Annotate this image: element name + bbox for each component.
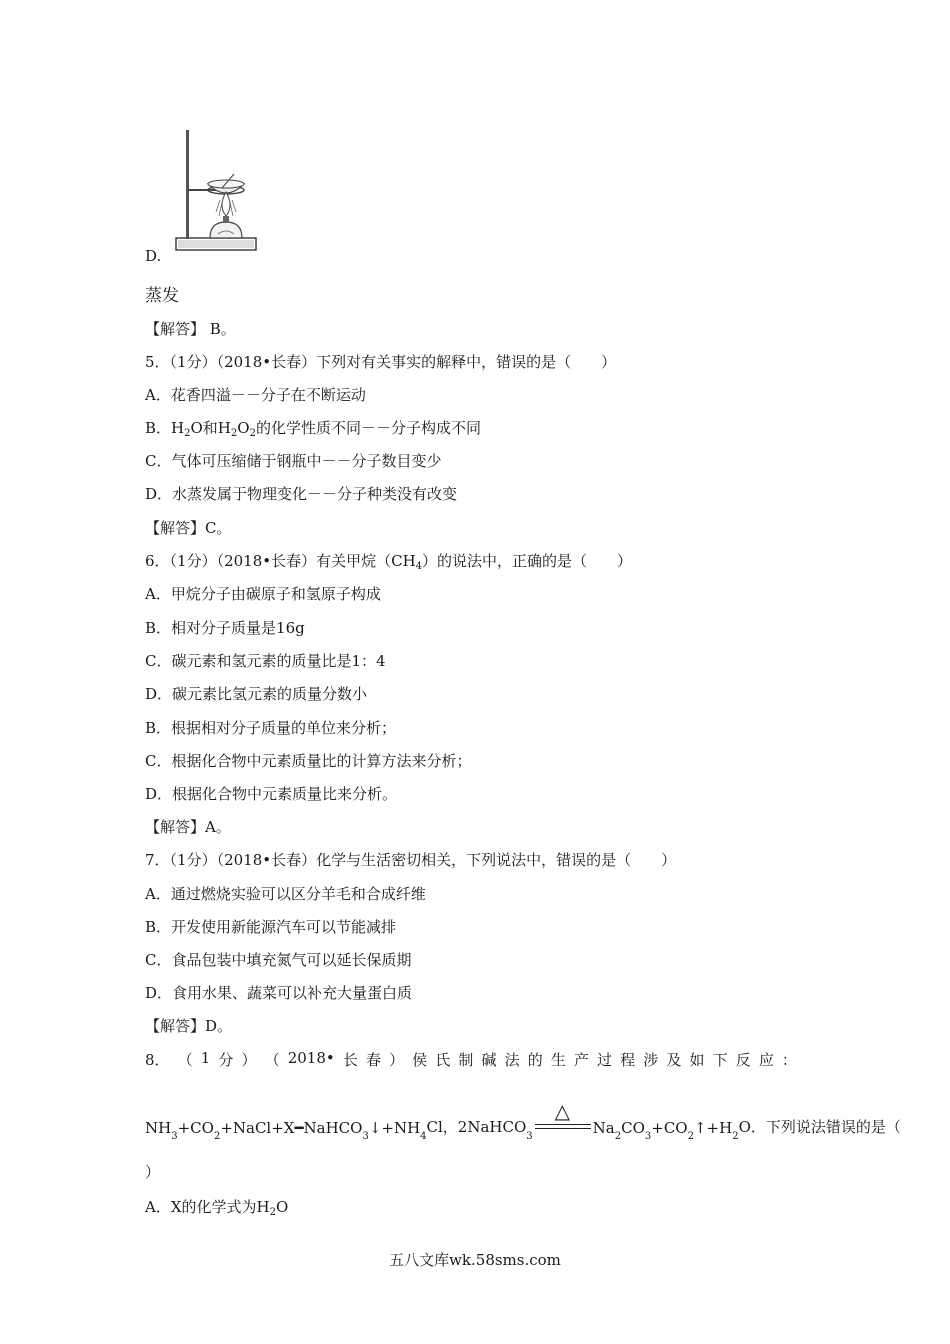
q8-equation-line: NH 3 +CO 2 +NaCl+X━NaHCO 3 ↓+NH 4 Cl，2NaHCO 3 △ Na 2 CO 3 +CO 2 ↑+H 2 O．下列说法错误的是（ xyxy=(145,1099,901,1142)
q5-b-text-2: O和H xyxy=(190,419,231,437)
eq-text: ↓+NH xyxy=(368,1119,421,1137)
q5-b-sub-2: 2 xyxy=(230,428,238,439)
q5-b-sub-3: 2 xyxy=(249,428,256,439)
eq-text: ↑+H xyxy=(693,1119,733,1137)
q8-stem-token: 氏 xyxy=(435,1051,451,1069)
q6-analysis-d: D．根据化合物中元素质量比来分析。 xyxy=(145,785,398,803)
q8-a-sub: 2 xyxy=(269,1207,276,1218)
evaporation-apparatus-illustration xyxy=(174,126,264,254)
q5-option-c: C．气体可压缩储于钢瓶中－－分子数目变少 xyxy=(145,452,442,470)
eq-text: +CO xyxy=(651,1119,688,1137)
equals-bar-top xyxy=(535,1124,591,1125)
eq-text: O．下列说法错误的是（ xyxy=(738,1118,901,1136)
q8-stem-token: 碱 xyxy=(481,1051,497,1069)
q8-stem xyxy=(145,1049,797,1070)
equals-bar-bottom xyxy=(535,1128,591,1129)
q6-stem xyxy=(145,551,632,571)
q4-answer: 【解答】 B。 xyxy=(145,320,236,338)
q5-option-a: A．花香四溢－－分子在不断运动 xyxy=(145,386,366,404)
q6-option-c: C．碳元素和氢元素的质量比是1：4 xyxy=(145,652,386,670)
q8-stem-token: 2018• xyxy=(287,1049,335,1067)
eq-text: +CO xyxy=(177,1119,214,1137)
q8-a-text-1: A．X的化学式为H xyxy=(145,1198,270,1216)
q4-option-d-label: 蒸发 xyxy=(145,286,179,306)
q7-answer: 【解答】D。 xyxy=(145,1017,233,1035)
q6-option-d: D．碳元素比氢元素的质量分数小 xyxy=(145,685,368,703)
q7-option-c: C．食品包装中填充氮气可以延长保质期 xyxy=(145,951,412,969)
heating-condition-sign xyxy=(535,1099,591,1137)
q5-option-b xyxy=(145,418,481,438)
q6-stem-text-1: 6．（1分）（2018•长春）有关甲烷（CH xyxy=(145,552,416,570)
q8-stem-token: ） xyxy=(389,1051,405,1069)
q5-stem: 5．（1分）（2018•长春）下列对有关事实的解释中，错误的是（ ） xyxy=(145,353,617,371)
q8-stem-token: 生 xyxy=(550,1051,566,1069)
eq-text: NH xyxy=(145,1119,172,1137)
q6-option-a: A．甲烷分子由碳原子和氢原子构成 xyxy=(145,585,381,603)
q8-stem-token: 法 xyxy=(504,1051,520,1069)
q8-stem-token: 的 xyxy=(527,1051,543,1069)
q8-stem-token: 下 xyxy=(712,1051,728,1069)
q7-option-b: B．开发使用新能源汽车可以节能减排 xyxy=(145,918,397,936)
q8-stem-token: 及 xyxy=(666,1051,682,1069)
q5-b-text-1: B．H xyxy=(145,419,185,437)
q8-stem-token: 8． xyxy=(145,1051,170,1069)
q8-stem-token: 春 xyxy=(365,1051,381,1069)
q6-stem-text-2: ）的说法中，正确的是（ ） xyxy=(422,552,633,570)
q5-b-sub-1: 2 xyxy=(184,428,191,439)
q6-stem-sub: 4 xyxy=(415,561,423,572)
eq-text: Cl，2NaHCO xyxy=(426,1118,527,1136)
q8-stem-token: 1 xyxy=(200,1049,211,1067)
q6-analysis-c: C．根据化合物中元素质量比的计算方法来分析； xyxy=(145,752,472,770)
footer-watermark: 五八文库wk.58sms.com xyxy=(389,1251,561,1269)
q6-answer: 【解答】A。 xyxy=(145,818,231,836)
q8-stem-token: 制 xyxy=(458,1051,474,1069)
q5-answer: 【解答】C。 xyxy=(145,519,232,537)
q5-option-d: D．水蒸发属于物理变化－－分子种类没有改变 xyxy=(145,485,458,503)
q5-b-text-4: 的化学性质不同－－分子构成不同 xyxy=(255,419,481,437)
q6-option-b: B．相对分子质量是16g xyxy=(145,619,305,637)
eq-text: +NaCl+X━NaHCO xyxy=(220,1119,363,1137)
q8-stem-token: （ xyxy=(177,1051,193,1069)
q6-analysis-b: B．根据相对分子质量的单位来分析； xyxy=(145,719,397,737)
q8-stem-token: （ xyxy=(264,1051,280,1069)
q7-stem: 7．（1分）（2018•长春）化学与生活密切相关，下列说法中，错误的是（ ） xyxy=(145,851,677,869)
heat-triangle: △ xyxy=(554,1099,571,1123)
q7-option-d: D．食用水果、蔬菜可以补充大量蛋白质 xyxy=(145,984,413,1002)
q8-stem-token: 程 xyxy=(620,1051,636,1069)
q8-stem-token: 侯 xyxy=(412,1051,428,1069)
q8-stem-token: ： xyxy=(781,1051,797,1069)
q8-stem-token: 涉 xyxy=(643,1051,659,1069)
q8-option-a xyxy=(145,1197,288,1217)
q8-stem-token: 如 xyxy=(689,1051,705,1069)
q5-b-text-3: O xyxy=(237,419,250,437)
q8-close-paren: ） xyxy=(145,1163,161,1181)
q8-stem-token: 反 xyxy=(735,1051,751,1069)
q4-option-d-letter: D. xyxy=(145,247,162,265)
q8-stem-token: 长 xyxy=(342,1051,358,1069)
q8-stem-token: 应 xyxy=(758,1051,774,1069)
q8-a-text-2: O xyxy=(275,1198,289,1216)
q8-stem-token: 产 xyxy=(573,1051,589,1069)
q8-stem-token: ） xyxy=(241,1051,257,1069)
eq-text: Na xyxy=(592,1119,615,1137)
q8-stem-token: 过 xyxy=(597,1051,613,1069)
eq-text: CO xyxy=(621,1119,645,1137)
q8-stem-token: 分 xyxy=(218,1051,234,1069)
q7-option-a: A．通过燃烧实验可以区分羊毛和合成纤维 xyxy=(145,885,426,903)
